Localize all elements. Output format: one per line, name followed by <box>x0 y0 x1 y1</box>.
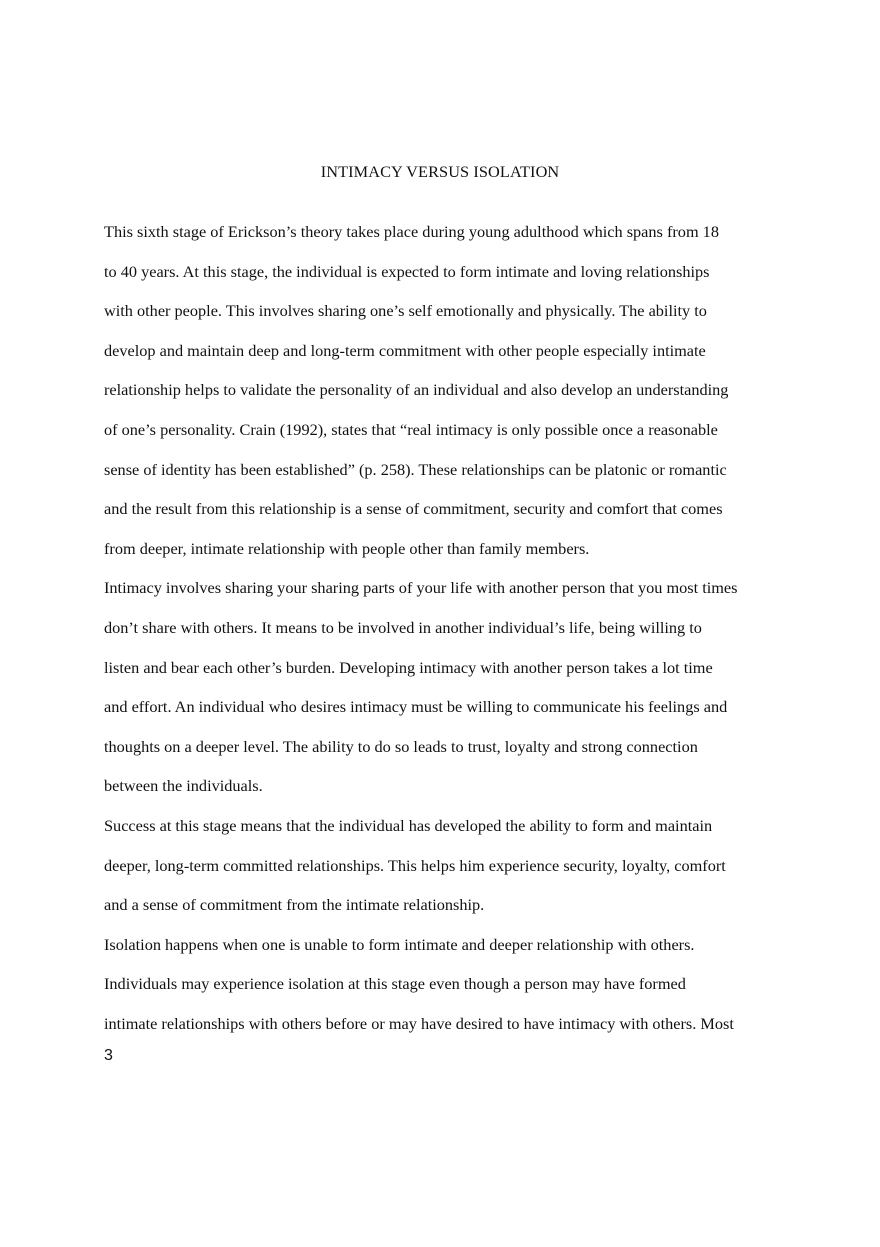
text-line: thoughts on a deeper level. The ability to do so leads to trust, loyalty and strong connection <box>104 736 698 756</box>
text-line: don’t share with others. It means to be involved in another individual’s life, being willing to <box>104 617 702 637</box>
text-line: with other people. This involves sharing one’s self emotionally and physically. The ability to <box>104 301 707 321</box>
text-line: listen and bear each other’s burden. Developing intimacy with another person takes a lot time <box>104 657 713 677</box>
text-line: Isolation happens when one is unable to form intimate and deeper relationship with others. <box>104 934 695 954</box>
text-line: sense of identity has been established” (p. 258). These relationships can be platonic or romantic <box>104 459 727 479</box>
text-line: develop and maintain deep and long-term commitment with other people especially intimate <box>104 340 706 360</box>
body-text <box>104 220 784 1051</box>
text-line: and the result from this relationship is a sense of commitment, security and comfort that comes <box>104 499 723 519</box>
text-line: and a sense of commitment from the intimate relationship. <box>104 895 485 915</box>
text-line: and effort. An individual who desires intimacy must be willing to communicate his feelings and <box>104 697 728 717</box>
text-line: relationship helps to validate the personality of an individual and also develop an understanding <box>104 380 729 400</box>
text-line: This sixth stage of Erickson’s theory takes place during young adulthood which spans from 18 <box>104 222 719 241</box>
page-number: 3 <box>104 1047 113 1064</box>
text-line: intimate relationships with others before or may have desired to have intimacy with others. Most <box>104 1013 734 1033</box>
text-line: deeper, long-term committed relationships. This helps him experience security, loyalty, comfort <box>104 855 726 875</box>
text-line: Intimacy involves sharing your sharing parts of your life with another person that you most times <box>104 578 738 598</box>
text-line: between the individuals. <box>104 776 263 796</box>
text-line: Success at this stage means that the individual has developed the ability to form and maintain <box>104 815 713 835</box>
page-title: INTIMACY VERSUS ISOLATION <box>320 162 560 181</box>
text-line: Individuals may experience isolation at this stage even though a person may have formed <box>104 974 686 994</box>
text-line: of one’s personality. Crain (1992), states that “real intimacy is only possible once a reasonable <box>104 419 718 439</box>
text-line: from deeper, intimate relationship with people other than family members. <box>104 538 590 558</box>
text-line: to 40 years. At this stage, the individual is expected to form intimate and loving relationships <box>104 261 710 281</box>
